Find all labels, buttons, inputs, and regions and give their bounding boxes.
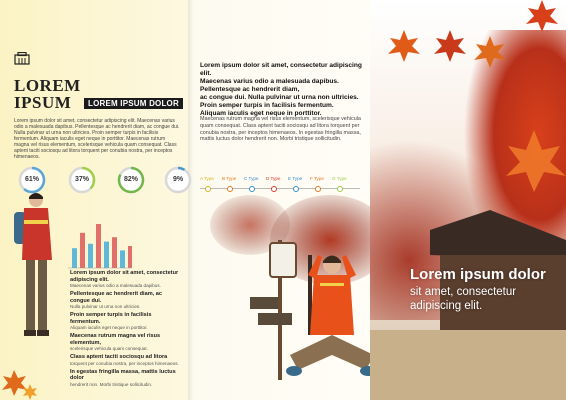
mini-bar — [128, 246, 132, 268]
middle-bold-line: Lorem ipsum dolor sit amet, consectetur adipiscing elit. — [200, 62, 362, 77]
timeline-label: C Type — [244, 176, 259, 181]
percent-circle — [68, 166, 96, 194]
feature-list-heading: Pellentesque ac hendrerit diam, ac congue dui. — [70, 291, 163, 304]
mini-bar — [96, 224, 101, 268]
feature-list-heading: Lorem ipsum dolor sit amet, consectetur adipiscing elit. — [70, 270, 179, 283]
maple-leaves-decoration-left — [0, 360, 40, 400]
timeline-dot — [315, 186, 321, 192]
timeline-dot — [293, 186, 299, 192]
timeline-label: A Type — [200, 176, 214, 181]
right-headline: Lorem ipsum dolor — [410, 266, 546, 283]
middle-bold-line: Pellentesque ac hendrerit diam, — [200, 86, 300, 93]
timeline-dot — [337, 186, 343, 192]
autumn-photo-right — [370, 0, 566, 400]
feature-list-heading: Proin semper turpis in facilisis fermentum. — [70, 312, 152, 325]
feature-list — [70, 270, 180, 390]
percent-circle-label: 82% — [123, 176, 138, 183]
mini-bar — [112, 237, 117, 268]
percent-circle — [117, 166, 145, 194]
middle-bold-line: Aliquam iaculis eget neque in porttitor. — [200, 110, 322, 117]
page-title-line2: IPSUM — [14, 93, 72, 112]
hiker-figure-left — [8, 190, 58, 350]
feature-list-detail: Nulla pulvinar ut urna non ultricies. — [70, 304, 141, 309]
feature-list-detail: Maecenas varius odio a malesuada dapibus. — [70, 283, 161, 288]
percent-circle-label: 9% — [172, 176, 184, 183]
middle-paragraph: Maecenas rutrum magna vel risus elementum, scelerisque vehicula quam consequat. Class aptent taciti sociosqu ad litora torquent per conubia nostra, per inceptos himenaeos. In egestas fringilla massa, mattis luctus dolor hendrerit non. Morbi tristique sollicitudin. — [200, 116, 361, 143]
timeline-line — [200, 188, 360, 189]
building-icon — [14, 52, 30, 65]
timeline-dot — [249, 186, 255, 192]
feature-list-heading: In egestas fringilla massa, mattis luctus dolor — [70, 368, 176, 381]
middle-bold-text — [200, 62, 370, 118]
timeline-dot — [271, 186, 277, 192]
timeline-label: D Type — [266, 176, 281, 181]
timeline-dot — [227, 186, 233, 192]
intro-paragraph: Lorem ipsum dolor sit amet, consectetur adipiscing elit. Maecenas varius odio a malesuada dapibus. Pellentesque ac hendrerit diam, ac congue dui. Nulla pulvinar ut urna non ultricies. Proin semper turpis in facilisis fermentum. Aliquam iaculis eget neque in porttitor. Maecenas rutrum magna vel risus elementum, scelerisque vehicula quam consequat. Class aptent taciti sociosqu ad litora torquent per conubia nostra, per inceptos himenaeos. — [14, 118, 180, 160]
percent-circle-label: 37% — [74, 176, 89, 183]
feature-list-heading: Maecenas rutrum magna vel risus elementum, — [70, 333, 161, 346]
feature-list-detail: hendrerit non. Morbi tristique sollicitudin. — [70, 381, 153, 387]
right-subline-1: sit amet, consectetur — [410, 286, 517, 298]
mini-bar — [72, 248, 77, 268]
percent-circle — [164, 166, 192, 194]
percent-circle-label: 61% — [24, 176, 39, 183]
feature-list-heading: Class aptent taciti sociosqu ad litora — [70, 354, 168, 360]
mini-bar — [104, 242, 109, 268]
timeline-dot — [205, 186, 211, 192]
middle-bold-line: Proin semper turpis in facilisis fermentum. — [200, 102, 334, 109]
feature-list-detail: torquent per conubia nostra, per inceptos himenaeos. — [70, 360, 179, 366]
page-title-line1: LOREM — [14, 76, 81, 95]
mini-bar — [88, 244, 93, 268]
autumn-scene-middle — [190, 195, 370, 400]
timeline-label: E Type — [288, 176, 303, 181]
feature-list-detail: scelerisque vehicula quam consequat. — [70, 346, 148, 351]
mini-bar — [120, 250, 125, 268]
type-timeline — [200, 176, 360, 196]
timeline-label: B Type — [222, 176, 237, 181]
feature-list-detail: Aliquam iaculis eget neque in porttitor. — [70, 325, 148, 330]
middle-bold-line: Maecenas varius odio a malesuada dapibus. — [200, 78, 339, 85]
middle-bold-line: ac congue dui. Nulla pulvinar ut urna non ultricies. — [200, 94, 359, 101]
mini-bar — [80, 233, 85, 268]
timeline-label: G Type — [332, 176, 347, 181]
mini-bar-chart — [68, 220, 132, 270]
subtitle-bar: LOREM IPSUM DOLOR — [84, 98, 183, 109]
right-subline-2: adipiscing elit. — [410, 300, 483, 312]
timeline-label: F Type — [310, 176, 324, 181]
